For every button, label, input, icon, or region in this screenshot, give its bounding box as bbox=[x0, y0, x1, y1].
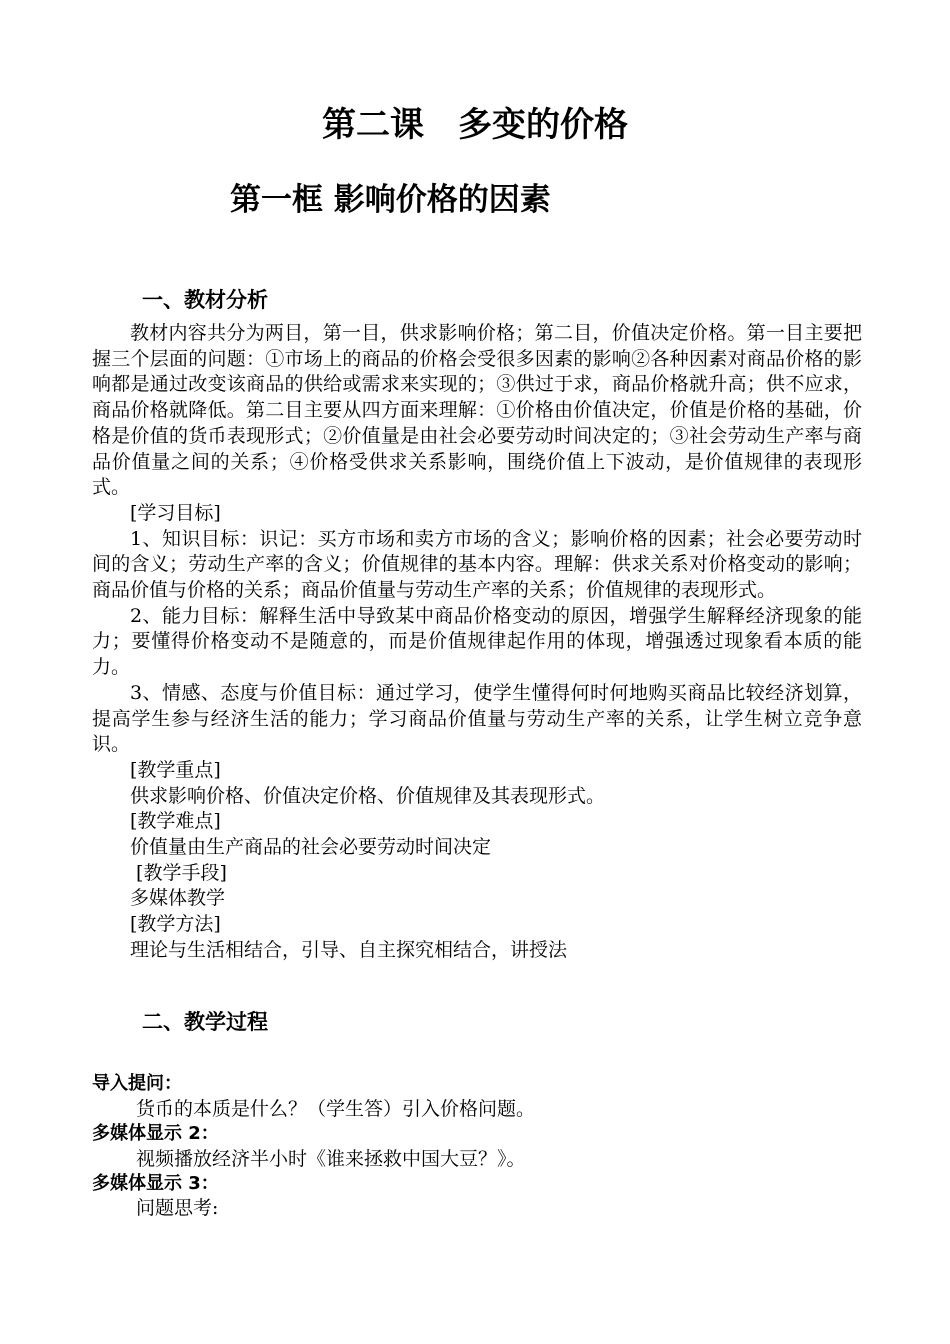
means-label: [教学手段] bbox=[130, 861, 227, 884]
section-analysis-body bbox=[92, 321, 862, 964]
key-point-text: 供求影响价格、价值决定价格、价值规律及其表现形式。 bbox=[130, 784, 606, 807]
section-heading-analysis: 一、教材分析 bbox=[142, 288, 268, 312]
difficulty-label: [教学难点] bbox=[130, 810, 221, 833]
means-text: 多媒体教学 bbox=[130, 887, 226, 910]
intro-text: 货币的本质是什么？（学生答）引入价格问题。 bbox=[136, 1098, 536, 1120]
analysis-paragraph: 教材内容共分为两目，第一目，供求影响价格；第二目，价值决定价格。第一目主要把握三个层面的问题：①市场上的商品的价格会受很多因素的影响②各种因素对商品价格的影响都是通过改变该商品的供给或需求来实现的；③供过于求，商品价格就升高；供不应求，商品价格就降低。第二目主要从四方面来理解：①价格由价值决定，价值是价格的基础，价格是价值的货币表现形式；②价值量是由社会必要劳动时间决定的；③社会劳动生产率与商品价值量之间的关系；④价格受供求关系影响，围绕价值上下波动，是价值规律的表现形式。 bbox=[92, 322, 862, 499]
media2-label: 多媒体显示 2： bbox=[92, 1123, 219, 1144]
method-label: [教学方法] bbox=[130, 913, 221, 936]
media3-text: 问题思考: bbox=[136, 1197, 219, 1219]
intro-label: 导入提问： bbox=[92, 1073, 182, 1094]
difficulty-text: 价值量由生产商品的社会必要劳动时间决定 bbox=[130, 836, 492, 859]
media2-text: 视频播放经济半小时《谁来拯救中国大豆？》。 bbox=[136, 1148, 526, 1170]
goals-label: [学习目标] bbox=[130, 501, 221, 524]
section-heading-process: 二、教学过程 bbox=[142, 1010, 268, 1034]
document-title: 第二课 多变的价格 bbox=[322, 105, 628, 145]
media3-label: 多媒体显示 3： bbox=[92, 1173, 219, 1194]
goal-emotion: 3、情感、态度与价值目标：通过学习，使学生懂得何时何地购买商品比较经济划算，提高学生参与经济生活的能力；学习商品价值量与劳动生产率的关系，让学生树立竞争意识。 bbox=[92, 681, 862, 756]
document-subtitle: 第一框 影响价格的因素 bbox=[230, 182, 551, 218]
key-point-label: [教学重点] bbox=[130, 758, 221, 781]
goal-ability: 2、能力目标：解释生活中导致某中商品价格变动的原因，增强学生解释经济现象的能力；要懂得价格变动不是随意的，而是价值规律起作用的体现，增强透过现象看本质的能力。 bbox=[92, 604, 862, 679]
method-text: 理论与生活相结合，引导、自主探究相结合，讲授法 bbox=[130, 938, 568, 961]
goal-knowledge: 1、知识目标：识记：买方市场和卖方市场的含义；影响价格的因素；社会必要劳动时间的含义；劳动生产率的含义；价值规律的基本内容。理解：供求关系对价格变动的影响；商品价值与价格的关系；商品价值量与劳动生产率的关系；价值规律的表现形式。 bbox=[92, 527, 862, 602]
